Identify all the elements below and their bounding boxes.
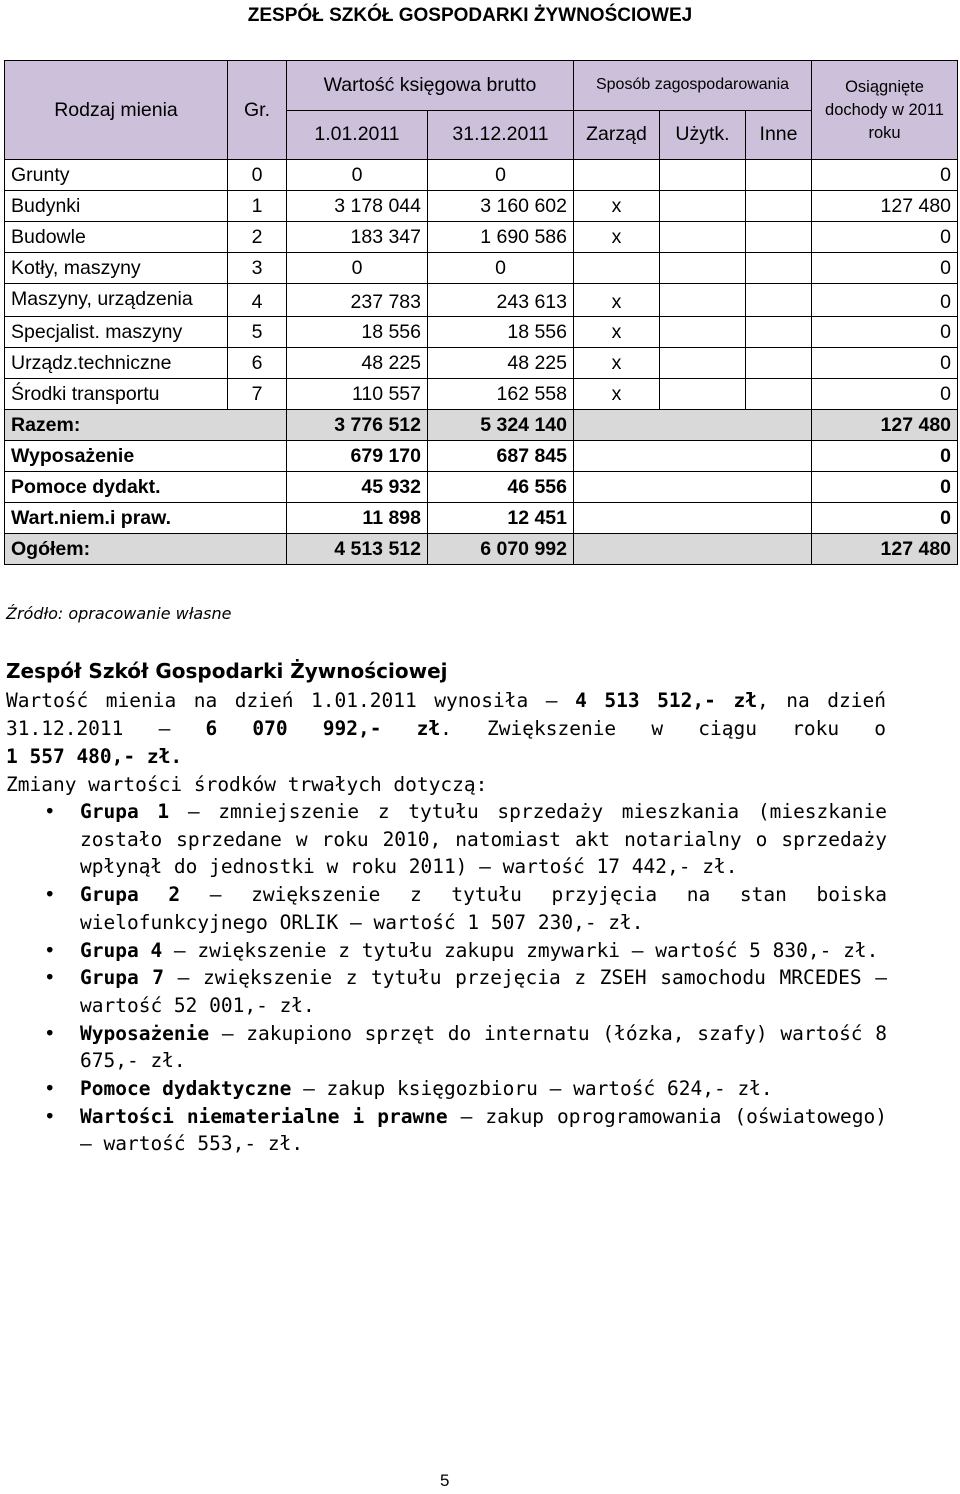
table-row: [5, 317, 958, 348]
total-row-ogolem: [5, 534, 958, 565]
summary-date: 31.12.2011 –: [6, 717, 171, 740]
header-uzytk: Użytk.: [660, 110, 746, 160]
header-sposob: Sposób zagospodarowania: [574, 61, 812, 111]
assets-table: [4, 60, 958, 565]
row-inne: [746, 379, 812, 410]
header-rodzaj: Rodzaj mienia: [5, 61, 228, 160]
table-row: [5, 379, 958, 410]
total-empty: [574, 410, 812, 441]
header-wartosc: Wartość księgowa brutto: [287, 61, 574, 111]
row-inne: [746, 222, 812, 253]
row-group: 2: [228, 222, 287, 253]
row-value-end: 243 613: [428, 284, 574, 317]
summary-text: . Zwiększenie w ciągu roku o: [440, 717, 886, 740]
row-zarzad: x: [574, 284, 660, 317]
row-zarzad: x: [574, 222, 660, 253]
table-row: [5, 284, 958, 317]
header-inne: Inne: [746, 110, 812, 160]
table-row: [5, 503, 958, 534]
row-income: 0: [812, 503, 958, 534]
page-title: ZESPÓŁ SZKÓŁ GOSPODARKI ŻYWNOŚCIOWEJ: [247, 5, 693, 26]
row-name: Grunty: [5, 160, 228, 191]
row-zarzad: x: [574, 191, 660, 222]
change-label: Grupa 1: [80, 800, 170, 823]
header-gr: Gr.: [228, 61, 287, 160]
list-item: [0, 937, 887, 965]
summary-value-end: 6 070 992,- zł: [205, 717, 441, 740]
row-name: Specjalist. maszyny: [5, 317, 228, 348]
list-item: [0, 1075, 887, 1103]
change-label: Wyposażenie: [80, 1021, 210, 1045]
row-name: Środki transportu: [5, 379, 228, 410]
row-value-start: 183 347: [287, 222, 428, 253]
row-income: 0: [812, 253, 958, 284]
row-inne: [746, 191, 812, 222]
row-uzytk: [660, 348, 746, 379]
row-group: 6: [228, 348, 287, 379]
grand-total-value-end: 6 070 992: [428, 534, 574, 565]
grand-total-label: Ogółem:: [5, 534, 287, 565]
row-name: Wyposażenie: [5, 441, 287, 472]
row-uzytk: [660, 284, 746, 317]
row-zarzad: x: [574, 348, 660, 379]
grand-total-empty: [574, 534, 812, 565]
list-item: [0, 964, 887, 1019]
header-date-end: 31.12.2011: [428, 110, 574, 160]
row-income: 0: [812, 348, 958, 379]
row-value-end: 687 845: [428, 441, 574, 472]
change-label: Grupa 2: [80, 883, 181, 907]
list-item: [0, 1020, 887, 1075]
row-income: 0: [812, 222, 958, 253]
row-name: Budowle: [5, 222, 228, 253]
row-income: 0: [812, 472, 958, 503]
row-inne: [746, 348, 812, 379]
list-item: [0, 798, 887, 881]
row-value-start: 18 556: [287, 317, 428, 348]
row-zarzad: x: [574, 317, 660, 348]
change-label: Grupa 7: [80, 966, 165, 990]
row-name: Budynki: [5, 191, 228, 222]
row-income: 0: [812, 317, 958, 348]
row-value-end: 48 225: [428, 348, 574, 379]
list-item: [0, 1103, 887, 1158]
row-value-end: 46 556: [428, 472, 574, 503]
change-text: – zakup oprogramowania (oświatowego) – wartość 553,- zł.: [80, 1104, 887, 1156]
row-value-start: 237 783: [287, 284, 428, 317]
row-value-start: 11 898: [287, 503, 428, 534]
row-empty: [574, 441, 812, 472]
row-value-end: 12 451: [428, 503, 574, 534]
header-dochody: Osiągnięte dochody w 2011 roku: [812, 61, 958, 160]
row-inne: [746, 253, 812, 284]
source-note: Źródło: opracowanie własne: [6, 604, 232, 623]
table-row: [5, 222, 958, 253]
summary-text: , na dzień: [756, 689, 886, 712]
row-inne: [746, 317, 812, 348]
row-value-start: 0: [287, 253, 428, 284]
row-value-end: 18 556: [428, 317, 574, 348]
row-value-start: 45 932: [287, 472, 428, 503]
header-zarzad: Zarząd: [574, 110, 660, 160]
row-income: 127 480: [812, 191, 958, 222]
row-inne: [746, 160, 812, 191]
table-row: [5, 348, 958, 379]
row-value-start: 110 557: [287, 379, 428, 410]
change-label: Grupa 4: [80, 938, 163, 962]
page-number: 5: [440, 1471, 450, 1490]
change-text: – zwiększenie z tytułu przyjęcia na stan boiska wielofunkcyjnego ORLIK – wartość 1 507 230,- zł.: [80, 883, 887, 934]
row-group: 7: [228, 379, 287, 410]
total-label: Razem:: [5, 410, 287, 441]
header-date-start: 1.01.2011: [287, 110, 428, 160]
list-item: [0, 881, 887, 936]
row-value-start: 3 178 044: [287, 191, 428, 222]
row-income: 0: [812, 160, 958, 191]
section-title: Zespół Szkół Gospodarki Żywnościowej: [6, 659, 448, 683]
row-zarzad: [574, 253, 660, 284]
row-name: Wart.niem.i praw.: [5, 503, 287, 534]
row-uzytk: [660, 191, 746, 222]
total-value-end: 5 324 140: [428, 410, 574, 441]
row-zarzad: x: [574, 379, 660, 410]
row-value-end: 3 160 602: [428, 191, 574, 222]
table-row: [5, 472, 958, 503]
summary-line-2: [6, 715, 886, 743]
row-value-end: 0: [428, 160, 574, 191]
row-zarzad: [574, 160, 660, 191]
table-row: [5, 160, 958, 191]
row-value-start: 0: [287, 160, 428, 191]
row-uzytk: [660, 160, 746, 191]
change-text: – zmniejszenie z tytułu sprzedaży mieszkania (mieszkanie zostało sprzedane w roku 2010, natomiast akt notarialny o sprzedaży wpłynął do jednostki w roku 2011) – wartość 17 442,- zł.: [80, 800, 887, 879]
row-uzytk: [660, 222, 746, 253]
row-inne: [746, 284, 812, 317]
row-group: 3: [228, 253, 287, 284]
row-group: 4: [228, 284, 287, 317]
row-group: 1: [228, 191, 287, 222]
row-empty: [574, 472, 812, 503]
summary-increase: 1 557 480,- zł.: [6, 745, 183, 768]
total-value-start: 3 776 512: [287, 410, 428, 441]
table-header-row: [5, 61, 958, 111]
row-value-start: 679 170: [287, 441, 428, 472]
row-uzytk: [660, 253, 746, 284]
row-name: Maszyny, urządzenia: [5, 284, 228, 317]
row-value-start: 48 225: [287, 348, 428, 379]
row-value-end: 1 690 586: [428, 222, 574, 253]
change-text: – zakup księgozbioru – wartość 624,- zł.: [291, 1077, 773, 1101]
changes-list: [0, 798, 887, 1158]
total-row-razem: [5, 410, 958, 441]
table-row: [5, 253, 958, 284]
row-value-end: 162 558: [428, 379, 574, 410]
row-value-end: 0: [428, 253, 574, 284]
row-income: 0: [812, 284, 958, 317]
summary-line-1: [6, 687, 886, 715]
row-income: 0: [812, 441, 958, 472]
grand-total-income: 127 480: [812, 534, 958, 565]
row-uzytk: [660, 379, 746, 410]
change-label: Pomoce dydaktyczne: [80, 1077, 292, 1101]
table-row: [5, 441, 958, 472]
change-label: Wartości niematerialne i prawne: [80, 1104, 448, 1128]
row-name: Kotły, maszyny: [5, 253, 228, 284]
table-row: [5, 191, 958, 222]
total-income: 127 480: [812, 410, 958, 441]
summary-text: Wartość mienia na dzień 1.01.2011 wynosiła –: [6, 689, 558, 712]
row-name: Pomoce dydakt.: [5, 472, 287, 503]
change-text: – zakupiono sprzęt do internatu (łózka, szafy) wartość 8 675,- zł.: [80, 1021, 887, 1073]
change-text: – zwiększenie z tytułu zakupu zmywarki – wartość 5 830,- zł.: [162, 938, 879, 962]
row-income: 0: [812, 379, 958, 410]
row-group: 0: [228, 160, 287, 191]
changes-intro: Zmiany wartości środków trwałych dotyczą:: [6, 773, 488, 796]
row-empty: [574, 503, 812, 534]
row-uzytk: [660, 317, 746, 348]
row-name: Urządz.techniczne: [5, 348, 228, 379]
change-text: – zwiększenie z tytułu przejęcia z ZSEH samochodu MRCEDES – wartość 52 001,- zł.: [80, 966, 887, 1017]
summary-value-start: 4 513 512,- zł: [575, 689, 757, 712]
row-group: 5: [228, 317, 287, 348]
grand-total-value-start: 4 513 512: [287, 534, 428, 565]
